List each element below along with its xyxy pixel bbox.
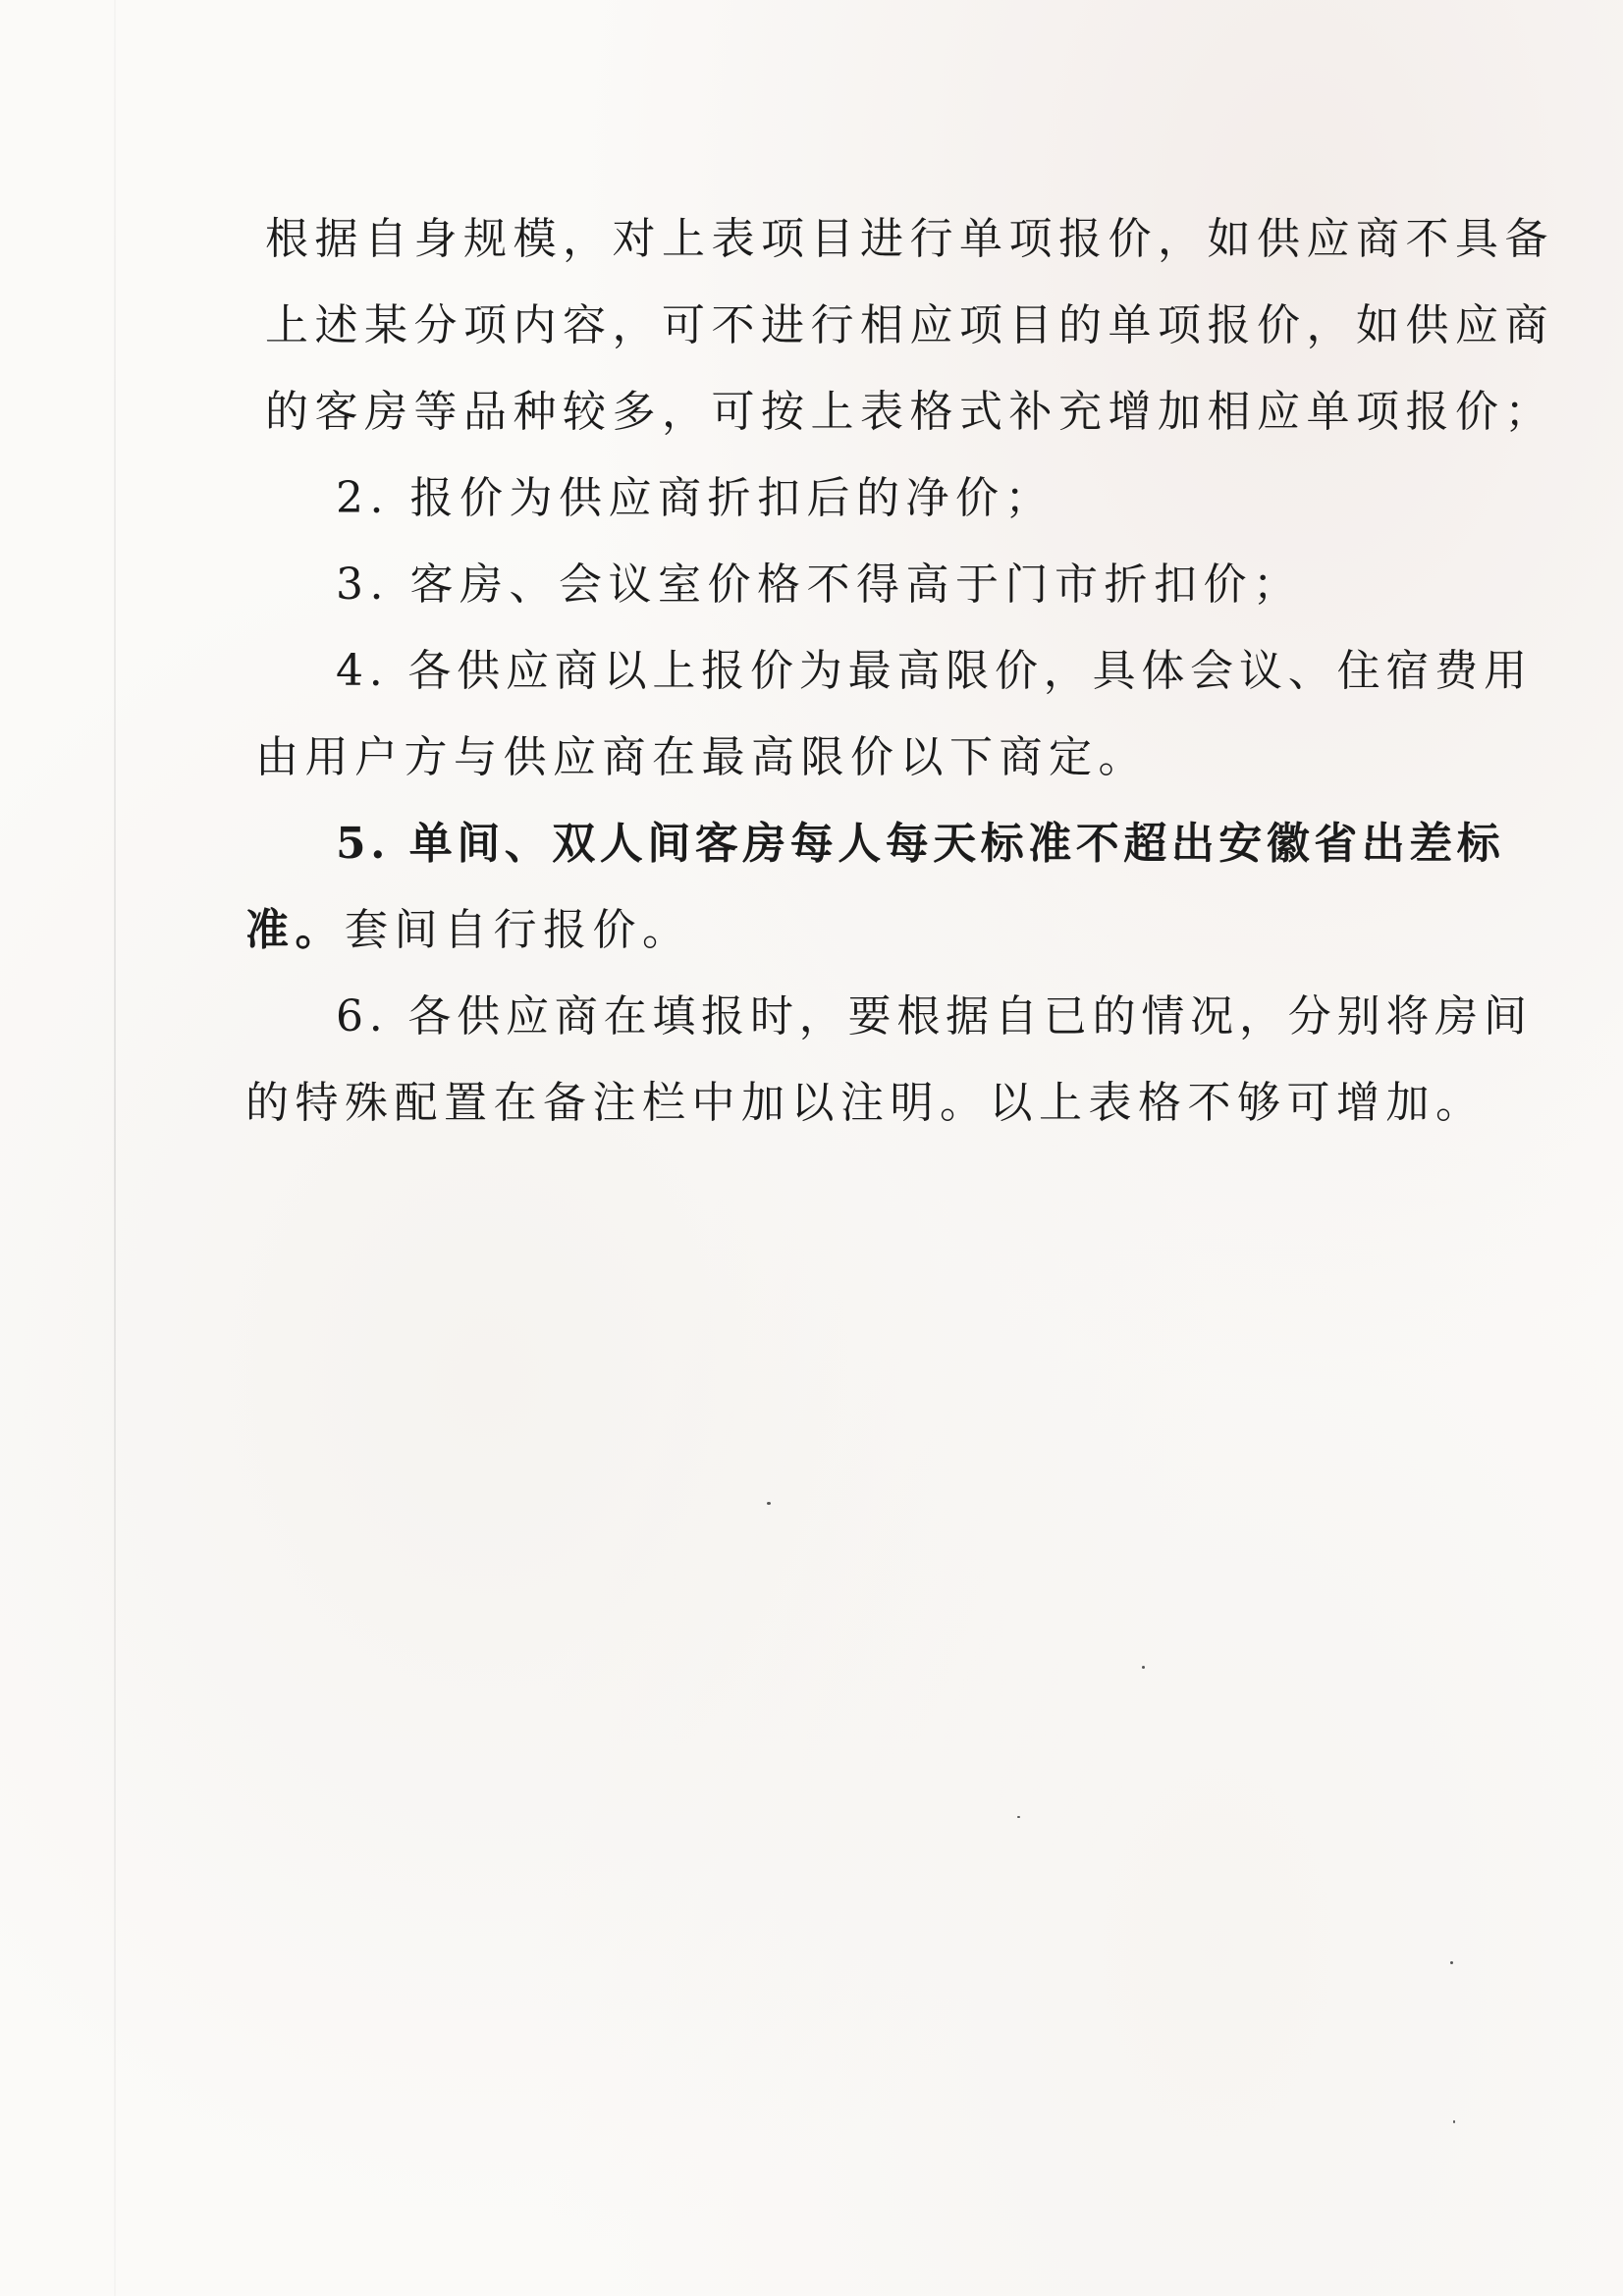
notes-line: 的特殊配置在备注栏中加以注明。以上表格不够可增加。 (245, 1078, 1486, 1128)
notes-item-3: 3. 客房、会议室价格不得高于门市折扣价； (336, 560, 1303, 610)
scan-speck (1453, 2120, 1455, 2123)
notes-line: 的客房等品种较多，可按上表格式补充增加相应单项报价； (265, 387, 1554, 437)
scan-speck (1142, 1666, 1145, 1669)
scan-speck (1450, 1961, 1453, 1964)
scan-speck (1017, 1816, 1020, 1818)
scan-edge-shadow (114, 0, 116, 2296)
notes-line: 根据自身规模，对上表项目进行单项报价，如供应商不具备 (265, 214, 1554, 264)
notes-item-6: 6. 各供应商在填报时，要根据自已的情况，分别将房间 (336, 991, 1533, 1041)
notes-item-5: 5. 单间、双人间客房每人每天标准不超出安徽省出差标 (336, 819, 1505, 869)
notes-bold-fragment: 准。 (245, 905, 345, 955)
notes-body (245, 196, 1554, 1147)
scan-speck (767, 1502, 771, 1505)
notes-item-2: 2. 报价为供应商折扣后的净价； (336, 473, 1055, 523)
notes-item-4: 4. 各供应商以上报价为最高限价，具体会议、住宿费用 (336, 646, 1533, 696)
notes-line (245, 887, 1424, 974)
notes-line: 由用户方与供应商在最高限价以下商定。 (255, 732, 1148, 782)
notes-fragment: 套间自行报价。 (345, 905, 692, 955)
notes-line: 上述某分项内容，可不进行相应项目的单项报价，如供应商 (265, 300, 1554, 350)
